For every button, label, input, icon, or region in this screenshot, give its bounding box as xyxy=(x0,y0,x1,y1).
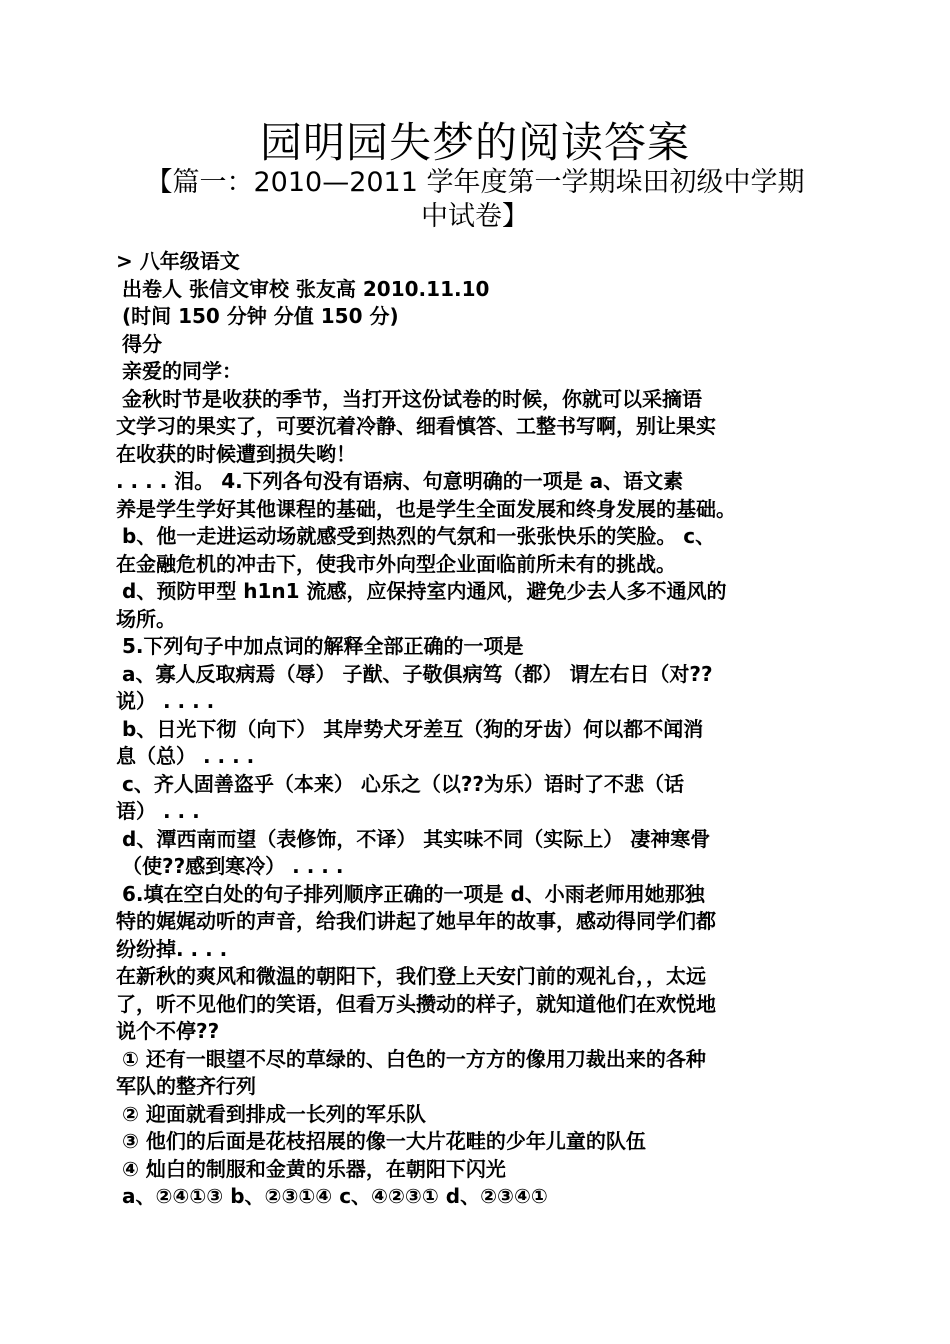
page-subtitle xyxy=(100,166,850,234)
text-line: ① 还有一眼望不尽的草绿的、白色的一方方的像用刀裁出来的各种 xyxy=(122,1046,706,1071)
document-body xyxy=(116,248,846,1211)
text-line: > 八年级语文 xyxy=(116,249,240,273)
text-line: 说） . . . . xyxy=(116,689,215,713)
text-line: . . . . 泪。 4.下列各句没有语病、句意明确的一项是 a、语文素 xyxy=(116,469,684,493)
text-line: 5.下列句子中加点词的解释全部正确的一项是 xyxy=(122,634,524,658)
text-line: c、齐人固善盗乎（本来） 心乐之（以??为乐）语时了不悲（话 xyxy=(122,771,685,796)
text-line: b、他一走进运动场就感受到热烈的气氛和一张张快乐的笑脸。 c、 xyxy=(122,524,716,548)
text-line: 文学习的果实了，可要沉着冷静、细看慎答、工整书写啊，别让果实 xyxy=(116,414,716,438)
text-line: 出卷人 张信文审校 张友高 2010.11.10 xyxy=(122,276,490,301)
text-line: ② 迎面就看到排成一长列的军乐队 xyxy=(122,1101,426,1126)
subtitle-line-2: 中试卷】 xyxy=(421,201,529,232)
text-line: 金秋时节是收获的季节，当打开这份试卷的时候，你就可以采摘语 xyxy=(122,386,702,411)
text-line: 在新秋的爽风和微温的朝阳下，我们登上天安门前的观礼台，，太远 xyxy=(116,964,706,988)
text-line: 语） . . . xyxy=(116,799,200,823)
text-line: 息（总） . . . . xyxy=(116,744,255,768)
text-line: ④ 灿白的制服和金黄的乐器，在朝阳下闪光 xyxy=(122,1156,506,1181)
text-line: 了，听不见他们的笑语，但看万头攒动的样子，就知道他们在欢悦地 xyxy=(116,991,716,1016)
text-line: 在金融危机的冲击下，使我市外向型企业面临前所未有的挑战。 xyxy=(116,551,676,576)
text-line: a、寡人反取病焉（辱） 子猷、子敬俱病笃（都） 谓左右日（对?? xyxy=(122,661,713,686)
text-line: 得分 xyxy=(122,331,162,356)
text-line: (时间 150 分钟 分值 150 分) xyxy=(122,304,399,328)
text-line: ③ 他们的后面是花枝招展的像一大片花畦的少年儿童的队伍 xyxy=(122,1129,646,1153)
text-line: d、预防甲型 h1n1 流感，应保持室内通风，避免少去人多不通风的 xyxy=(122,579,727,603)
text-line: 养是学生学好其他课程的基础，也是学生全面发展和终身发展的基础。 xyxy=(116,496,736,521)
text-line: b、日光下彻（向下） 其岸势犬牙差互（狗的牙齿）何以都不闻消 xyxy=(122,716,704,741)
text-line: 场所。 xyxy=(116,606,176,631)
subtitle-line-1: 【篇一：2010—2011 学年度第一学期垛田初级中学期 xyxy=(145,167,805,198)
text-line: d、潭西南而望（表修饰，不译） 其实味不同（实际上） 凄神寒骨 xyxy=(122,826,711,851)
text-line: 特的娓娓动听的声音，给我们讲起了她早年的故事，感动得同学们都 xyxy=(116,909,716,933)
text-line: a、②④①③ b、②③①④ c、④②③① d、②③④① xyxy=(122,1184,548,1208)
text-line: 6.填在空白处的句子排列顺序正确的一项是 d、小雨老师用她那独 xyxy=(122,881,705,906)
text-line: 亲爱的同学： xyxy=(122,359,242,383)
text-line: 军队的整齐行列 xyxy=(116,1074,256,1098)
text-line: 纷纷掉. . . . xyxy=(116,936,228,961)
page-title: 园明园失梦的阅读答案 xyxy=(259,118,690,167)
text-line: 说个不停?? xyxy=(116,1019,220,1043)
text-line: 在收获的时候遭到损失哟！ xyxy=(116,441,356,466)
text-line: （使??感到寒冷） . . . . xyxy=(122,854,344,878)
